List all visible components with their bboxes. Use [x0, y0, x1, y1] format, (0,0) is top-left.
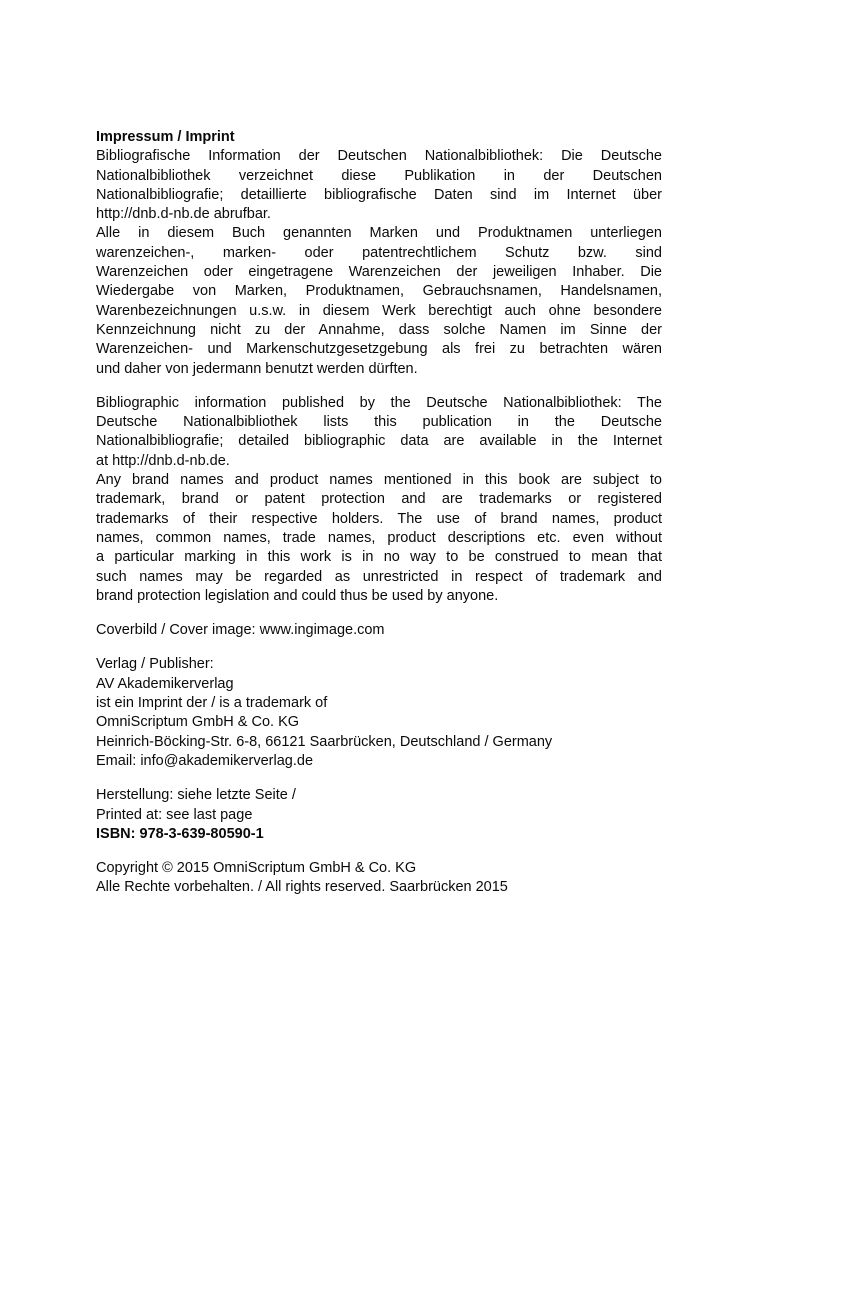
text-line: Copyright © 2015 OmniScriptum GmbH & Co. KG [96, 860, 417, 877]
text-line: AV Akademikerverlag [96, 675, 234, 692]
text-line: Verlag / Publisher: [96, 656, 214, 673]
text-line: Heinrich-Böcking-Str. 6-8, 66121 Saarbrücken, Deutschland / Germany [96, 733, 553, 750]
text-line: Nationalbibliografie; detailed bibliographic data are available in the Internet [96, 433, 662, 450]
text-line: OmniScriptum GmbH & Co. KG [96, 714, 300, 731]
imprint-blocks [96, 147, 662, 897]
text-line: http://dnb.d-nb.de abrufbar. [96, 206, 271, 223]
text-line: Email: info@akademikerverlag.de [96, 752, 314, 769]
text-line: trademarks of their respective holders. The use of brand names, product [96, 510, 662, 527]
text-line: names, common names, trade names, product descriptions etc. even without [96, 529, 662, 546]
text-line: warenzeichen-, marken- oder patentrechtlichem Schutz bzw. sind [96, 244, 662, 261]
text-line: such names may be regarded as unrestricted in respect of trademark and [96, 568, 662, 585]
german-trademark-notice [96, 224, 662, 378]
text-line: Printed at: see last page [96, 806, 253, 823]
copyright-block [96, 859, 662, 898]
printing-isbn-block [96, 786, 662, 844]
german-bibliographic-notice [96, 147, 662, 224]
imprint-heading: Impressum / Imprint [96, 129, 235, 145]
text-line: Nationalbibliothek verzeichnet diese Publikation in der Deutschen [96, 167, 662, 184]
publisher-block [96, 655, 662, 771]
text-line: Bibliografische Information der Deutschen Nationalbibliothek: Die Deutsche [96, 148, 662, 165]
cover-image-credit [96, 621, 662, 640]
text-line: Wiedergabe von Marken, Produktnamen, Gebrauchsnamen, Handelsnamen, [96, 283, 662, 300]
text-line: at http://dnb.d-nb.de. [96, 452, 230, 469]
imprint-text-column [96, 128, 662, 898]
text-line: Deutsche Nationalbibliothek lists this publication in the Deutsche [96, 414, 662, 431]
text-line: Nationalbibliografie; detaillierte bibliografische Daten sind im Internet über [96, 186, 662, 203]
text-line: Warenzeichen oder eingetragene Warenzeichen der jeweiligen Inhaber. Die [96, 264, 662, 281]
text-line: Any brand names and product names mentioned in this book are subject to [96, 472, 662, 489]
text-line: Coverbild / Cover image: www.ingimage.com [96, 622, 385, 639]
text-line: Bibliographic information published by the Deutsche Nationalbibliothek: The [96, 394, 662, 411]
text-line: ISBN: 978-3-639-80590-1 [96, 825, 264, 842]
text-line: Alle in diesem Buch genannten Marken und Produktnamen unterliegen [96, 225, 662, 242]
text-line: Warenzeichen- und Markenschutzgesetzgebung als frei zu betrachten wären [96, 341, 662, 358]
text-line: brand protection legislation and could thus be used by anyone. [96, 587, 499, 604]
text-line: Warenbezeichnungen u.s.w. in diesem Werk berechtigt auch ohne besondere [96, 302, 662, 319]
english-bibliographic-notice [96, 394, 662, 471]
text-line: Herstellung: siehe letzte Seite / [96, 787, 296, 804]
text-line: Kennzeichnung nicht zu der Annahme, dass solche Namen im Sinne der [96, 321, 662, 338]
text-line: trademark, brand or patent protection and are trademarks or registered [96, 491, 662, 508]
text-line: ist ein Imprint der / is a trademark of [96, 695, 328, 712]
text-line: a particular marking in this work is in no way to be construed to mean that [96, 549, 662, 566]
english-trademark-notice [96, 471, 662, 606]
text-line: Alle Rechte vorbehalten. / All rights reserved. Saarbrücken 2015 [96, 879, 508, 896]
text-line: und daher von jedermann benutzt werden dürften. [96, 360, 418, 377]
